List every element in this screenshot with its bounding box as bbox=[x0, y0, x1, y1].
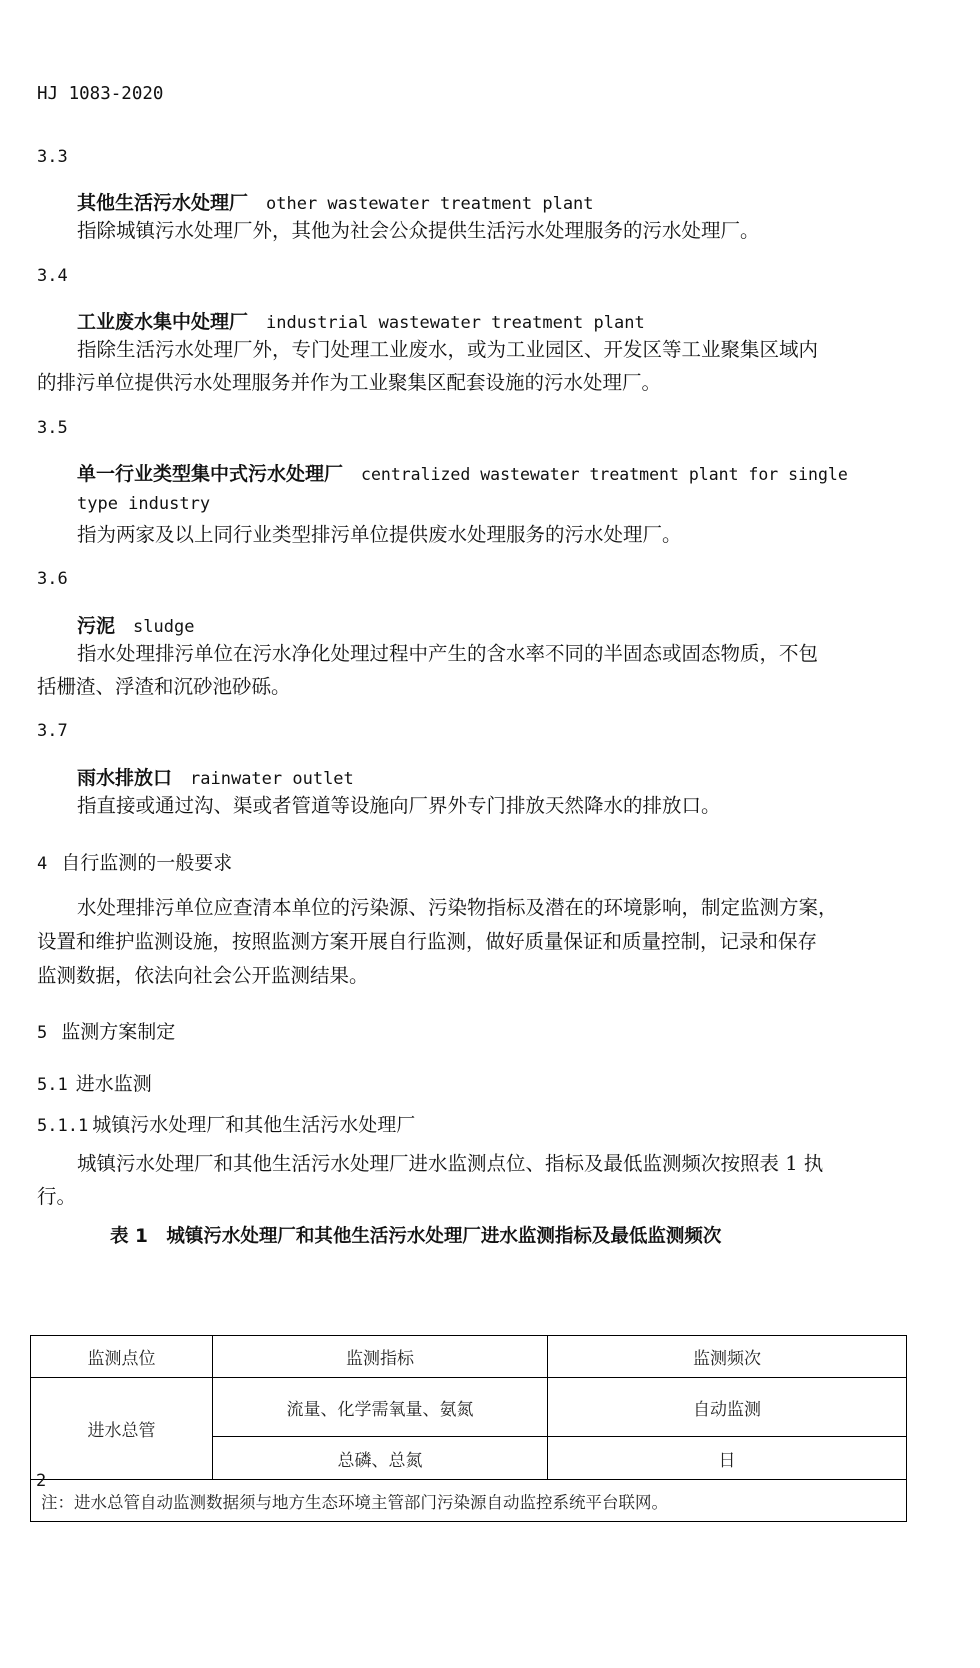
clause-number: 3.4 bbox=[37, 266, 68, 286]
paragraph-text: 设置和维护监测设施，按照监测方案开展自行监测，做好质量保证和质量控制，记录和保存 bbox=[37, 930, 818, 953]
paragraph-text: 水处理排污单位应查清本单位的污染源、污染物指标及潜在的环境影响，制定监测方案， bbox=[77, 896, 838, 919]
section-number: 5 bbox=[37, 1023, 48, 1043]
term-chinese: 污泥 bbox=[77, 615, 116, 637]
term-english: centralized wastewater treatment plant for single bbox=[361, 465, 848, 484]
header-cell: 监测指标 bbox=[213, 1336, 548, 1378]
clause-number: 3.6 bbox=[37, 569, 68, 589]
term-english: type industry bbox=[77, 494, 211, 514]
monitoring-table bbox=[30, 1335, 907, 1522]
paragraph-text: 城镇污水处理厂和其他生活污水处理厂进水监测点位、指标及最低监测频次按照表 1 执 bbox=[77, 1152, 824, 1175]
subsection-title: 城镇污水处理厂和其他生活污水处理厂 bbox=[92, 1114, 416, 1136]
document-code: HJ 1083-2020 bbox=[37, 84, 164, 104]
definition-text: 括栅渣、浮渣和沉砂池砂砾。 bbox=[37, 675, 291, 698]
subsection-title: 进水监测 bbox=[75, 1073, 152, 1095]
term-row bbox=[77, 307, 645, 334]
table-header-row bbox=[31, 1336, 907, 1378]
header-cell: 监测点位 bbox=[31, 1336, 213, 1378]
term-row bbox=[77, 611, 194, 638]
page-number: 2 bbox=[36, 1471, 47, 1491]
term-row bbox=[77, 188, 594, 215]
term-chinese: 雨水排放口 bbox=[77, 767, 173, 789]
indicator-cell: 总磷、总氮 bbox=[213, 1437, 548, 1480]
indicator-cell: 流量、化学需氧量、氨氮 bbox=[213, 1378, 548, 1437]
term-english: sludge bbox=[133, 617, 195, 637]
frequency-cell: 自动监测 bbox=[548, 1378, 907, 1437]
term-row bbox=[77, 763, 354, 790]
definition-text: 指直接或通过沟、渠或者管道等设施向厂界外专门排放天然降水的排放口。 bbox=[77, 794, 721, 817]
definition-text: 指除城镇污水处理厂外，其他为社会公众提供生活污水处理服务的污水处理厂。 bbox=[77, 219, 760, 242]
term-english: other wastewater treatment plant bbox=[266, 194, 594, 214]
term-chinese: 其他生活污水处理厂 bbox=[77, 192, 249, 214]
term-english: industrial wastewater treatment plant bbox=[266, 313, 645, 333]
definition-text: 指为两家及以上同行业类型排污单位提供废水处理服务的污水处理厂。 bbox=[77, 523, 682, 546]
definition-text: 指除生活污水处理厂外，专门处理工业废水，或为工业园区、开发区等工业聚集区域内 bbox=[77, 338, 819, 361]
section-number: 4 bbox=[37, 854, 48, 874]
section-title: 监测方案制定 bbox=[61, 1021, 176, 1043]
subsection-number: 5.1 bbox=[37, 1075, 68, 1095]
table-caption: 表 1 城镇污水处理厂和其他生活污水处理厂进水监测指标及最低监测频次 bbox=[110, 1226, 722, 1247]
term-row bbox=[77, 459, 848, 486]
definition-text: 指水处理排污单位在污水净化处理过程中产生的含水率不同的半固态或固态物质，不包 bbox=[77, 642, 819, 665]
clause-number: 3.7 bbox=[37, 721, 68, 741]
paragraph-text: 监测数据，依法向社会公开监测结果。 bbox=[37, 964, 369, 987]
definition-text: 的排污单位提供污水处理服务并作为工业聚集区配套设施的污水处理厂。 bbox=[37, 371, 662, 394]
paragraph-text: 行。 bbox=[37, 1185, 77, 1208]
header-cell: 监测频次 bbox=[548, 1336, 907, 1378]
subsection-heading bbox=[37, 1110, 415, 1137]
table-note: 注：进水总管自动监测数据须与地方生态环境主管部门污染源自动监控系统平台联网。 bbox=[31, 1480, 907, 1522]
section-heading bbox=[37, 1017, 175, 1044]
term-chinese: 工业废水集中处理厂 bbox=[77, 311, 249, 333]
clause-number: 3.3 bbox=[37, 147, 68, 167]
section-heading bbox=[37, 848, 232, 875]
frequency-cell: 日 bbox=[548, 1437, 907, 1480]
clause-number: 3.5 bbox=[37, 418, 68, 438]
subsection-number: 5.1.1 bbox=[37, 1116, 89, 1136]
location-cell: 进水总管 bbox=[31, 1378, 213, 1480]
term-chinese: 单一行业类型集中式污水处理厂 bbox=[77, 463, 344, 485]
term-english: rainwater outlet bbox=[190, 769, 354, 789]
table-note-row bbox=[31, 1480, 907, 1522]
section-title: 自行监测的一般要求 bbox=[61, 852, 233, 874]
subsection-heading bbox=[37, 1069, 152, 1096]
table-row bbox=[31, 1378, 907, 1437]
